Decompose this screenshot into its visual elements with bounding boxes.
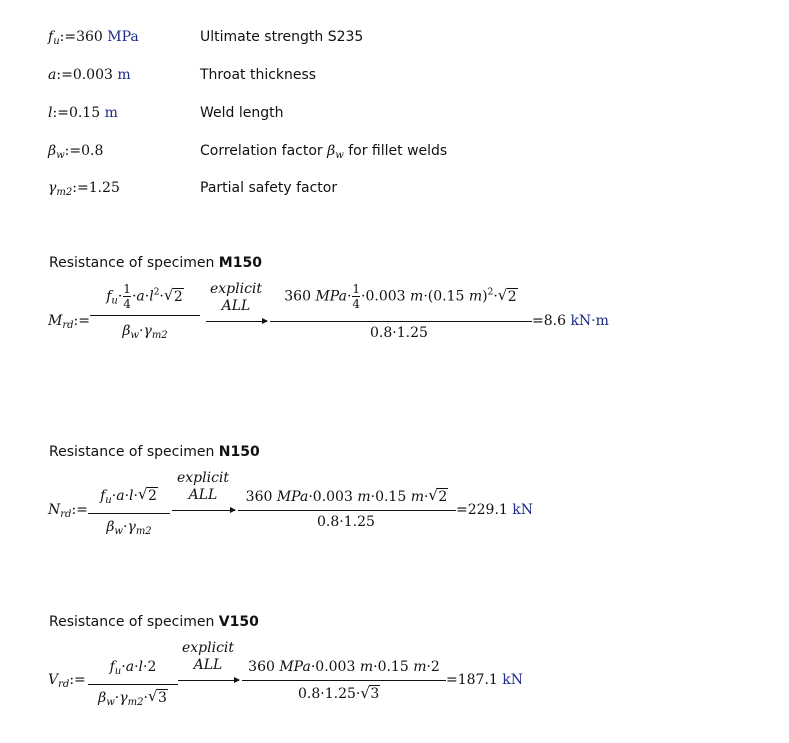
v-substituted-denominator: 0.8·1.25· √ 3 bbox=[298, 684, 380, 702]
def-gamma-desc: Partial safety factor bbox=[200, 180, 338, 196]
def-l[interactable]: l:=0.15 m bbox=[48, 105, 118, 121]
def-beta[interactable]: $\beta_w:=0.8$ bbox=[48, 143, 104, 161]
lhs-mrd[interactable]: $M_{rd}:=$ bbox=[48, 313, 90, 331]
n-symbolic-fraction[interactable]: $f_u\cdot a\cdot l\cdot$ √ 2 $\beta_w\cdot\gamma_{m2}$ bbox=[88, 487, 170, 541]
n-arrow bbox=[172, 510, 235, 511]
m-substituted-fraction[interactable]: 360 MPa· $\frac{1}{4}$ ·0.003 m·(0.15 m)$^2$· √ 2 bbox=[284, 282, 517, 311]
n-explicit-label: explicit ALL bbox=[176, 470, 230, 503]
n-substituted-denominator: 0.8·1.25 bbox=[317, 514, 375, 530]
v-symbolic-fraction[interactable]: $f_u\cdot a\cdot l\cdot 2$ $\beta_w\cdot\gamma_{m2}\cdot$ √ 3 bbox=[88, 658, 178, 712]
m-symbolic-fraction[interactable]: $f_u\cdot$ $\frac{1}{4}$ $\cdot a\cdot l^2\cdot$ √ 2 $\beta_w\cdot\gamma_{m2}$ bbox=[90, 283, 200, 345]
m-arrow bbox=[206, 321, 267, 322]
v-explicit-label: explicit ALL bbox=[181, 640, 235, 673]
def-fu[interactable]: $f_u:=360$ MPa bbox=[48, 29, 139, 47]
v-result[interactable]: =187.1 kN bbox=[446, 672, 523, 688]
lhs-vrd[interactable]: $V_{rd}:=$ bbox=[48, 672, 86, 690]
lhs-nrd[interactable]: $N_{rd}:=$ bbox=[48, 502, 88, 520]
n-result[interactable]: =229.1 kN bbox=[456, 502, 533, 518]
def-gamma[interactable]: $\gamma_{m2}:=1.25$ bbox=[48, 180, 120, 198]
v-arrow bbox=[178, 680, 239, 681]
heading-v150: Resistance of specimen V150 bbox=[49, 614, 259, 630]
def-beta-desc: Correlation factor $\beta_w$ for fillet welds bbox=[200, 143, 448, 161]
v-substituted-bar bbox=[242, 680, 446, 681]
m-substituted-bar bbox=[270, 321, 532, 322]
m-explicit-label: explicit ALL bbox=[209, 281, 263, 314]
m-result[interactable]: =8.6 kN·m bbox=[532, 313, 609, 329]
def-a-desc: Throat thickness bbox=[200, 67, 317, 83]
m-substituted-denominator: 0.8·1.25 bbox=[370, 325, 428, 341]
def-fu-desc: Ultimate strength S235 bbox=[200, 29, 364, 45]
heading-m150: Resistance of specimen M150 bbox=[49, 255, 262, 271]
n-substituted-fraction[interactable]: 360 MPa·0.003 m·0.15 m· √ 2 bbox=[245, 486, 448, 505]
def-a[interactable]: a:=0.003 m bbox=[48, 67, 131, 83]
def-l-desc: Weld length bbox=[200, 105, 284, 121]
heading-n150: Resistance of specimen N150 bbox=[49, 444, 260, 460]
n-substituted-bar bbox=[238, 510, 456, 511]
v-substituted-fraction[interactable]: 360 MPa·0.003 m·0.15 m·2 bbox=[248, 659, 440, 675]
